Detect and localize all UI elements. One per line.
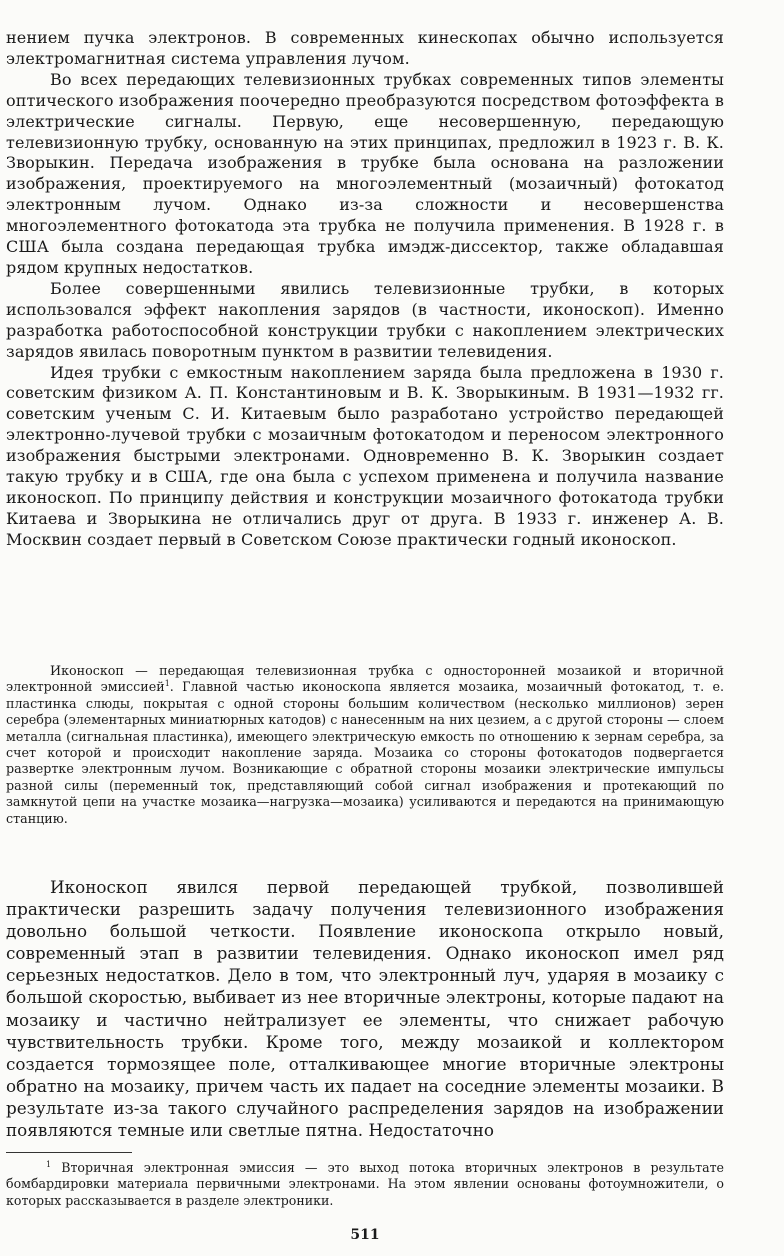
footnote-text [6,1160,724,1209]
footnote-divider [6,1152,132,1153]
paragraph-iconoscope-history: Идея трубки с емкостным накоплением заряда была предложена в 1930 г. советским физиком А. П. Константиновым и В. К. Зворыкиным. В 1931—1932 гг. советским ученым С. И. Китаевым было разработано устройство передающей электронно-лучевой трубки с мозаичным фотокатодом и переносом электронного изображения быстрыми электронами. Одновременно В. К. Зворыкин создает такую трубку и в США, где она была с успехом применена и получила название иконоскоп. По принципу действия и конструкции мозаичного фотокатода трубки Китаева и Зворыкина не отличались друг от друга. В 1933 г. инженер А. В. Москвин создает первый в Советском Союзе практически годный иконоскоп. [6,362,724,549]
secondary-text-block [6,876,724,1141]
footnote-marker: 1 [46,1159,52,1169]
definition-text-rest: . Главной частью иконоскопа является мозаика, мозаичный фотокатод, т. е. пластинка слюды, покрытая с одной стороны большим количеством (несколько миллионов) зерен серебра (элементарных миниатюрных катодов) с нанесенным на них цезием, а с другой стороны — слоем металла (сигнальная пластинка), имеющего электрическую емкость по отношению к зернам серебра, за счет которой и происходит накопление заряда. Мозаика со стороны фотокатодов подвергается развертке электронным лучом. Возникающие с обратной стороны мозаики электрические импульсы разной силы (переменный ток, представляющий собой сигнал изображения и протекающий по замкнутой цепи на участке мозаика—нагрузка—мозаика) усиливаются и передаются на принимающую станцию. [6,679,724,826]
page-number: 511 [350,1227,380,1243]
iconoscope-description-block [6,663,724,827]
paragraph-charge-accumulation: Более совершенными явились телевизионные трубки, в которых использовался эффект накопления зарядов (в частности, иконоскоп). Именно разработка работоспособной конструкции трубки с накоплением электрических зарядов явилась поворотным пунктом в развитии телевидения. [6,278,724,361]
paragraph-transmitting-tubes: Во всех передающих телевизионных трубках современных типов элементы оптического изображения поочередно преобразуются посредством фотоэффекта в электрические сигналы. Первую, еще несовершенную, передающую телевизионную трубку, основанную на этих принципах, предложил в 1923 г. В. К. Зворыкин. Передача изображения в трубке была основана на разложении изображения, проектируемого на многоэлементный (мозаичный) фотокатод электронным лучом. Однако из-за сложности и несовершенства многоэлементного фотокатода эта трубка не получила применения. В 1928 г. в США была создана передающая трубка имэдж-диссектор, также обладавшая рядом крупных недостатков. [6,69,724,277]
paragraph-iconoscope-drawbacks: Иконоскоп явился первой передающей трубкой, позволившей практически разрешить задачу получения телевизионного изображения довольно большой четкости. Появление иконоскопа открыло новый, современный этап в развитии телевидения. Однако иконоскоп имел ряд серьезных недостатков. Дело в том, что электронный луч, ударяя в мозаику с большой скоростью, выбивает из нее вторичные электроны, которые падают на мозаику и частично нейтрализует ее элементы, что снижает рабочую чувствительность трубки. Кроме того, между мозаикой и коллектором создается тормозящее поле, отталкивающее многие вторичные электроны обратно на мозаику, причем часть их падает на соседние элементы мозаики. В результате из-за такого случайного распределения зарядов на изображении появляются темные или светлые пятна. Недостаточно [6,877,724,1141]
paragraph-continuation: нением пучка электронов. В современных кинескопах обычно используется электромагнитная система управления лучом. [6,28,724,68]
footnote-body: Вторичная электронная эмиссия — это выход потока вторичных электронов в результате бомбардировки материала первичными электронами. На этом явлении основаны фотоумножители, о которых рассказывается в разделе электроники. [6,1160,724,1208]
footnote-block [6,1160,724,1209]
definition-text-start: Иконоскоп — передающая телевизионная трубка с односторонней мозаикой и вторичной электронной эмиссией [6,663,724,695]
main-text-block [6,28,724,551]
footnote-reference: 1 [164,679,170,689]
paragraph-iconoscope-definition [6,663,724,827]
